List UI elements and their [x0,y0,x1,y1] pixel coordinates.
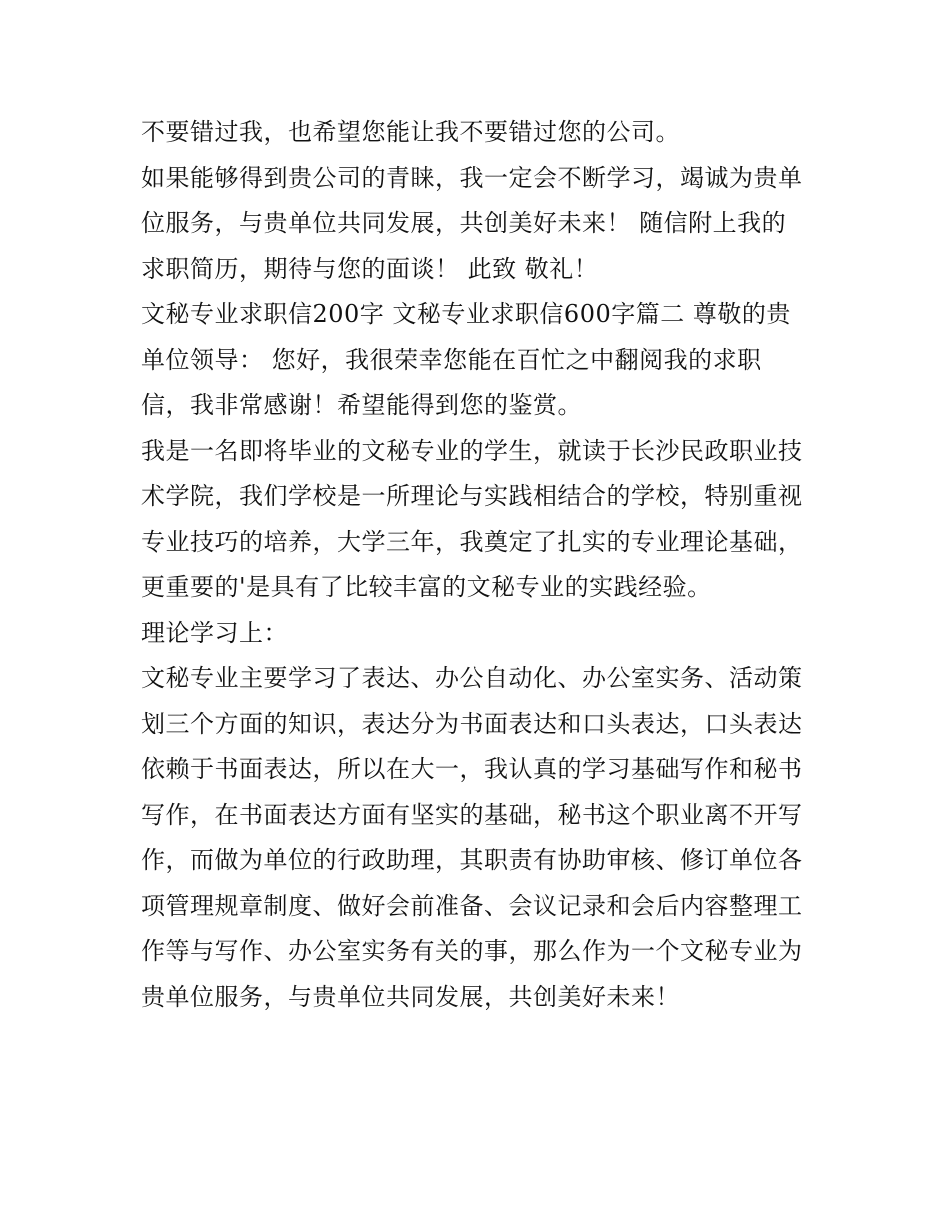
document-body [141,110,821,1020]
text-line: 文秘专业主要学习了表达、办公自动化、办公室实务、活动策 [141,664,803,692]
text-line: 更重要的'是具有了比较丰富的文秘专业的实践经验。 [141,573,712,601]
text-line: 信，我非常感谢！希望能得到您的鉴赏。 [141,391,582,419]
text-line: 写作，在书面表达方面有坚实的基础，秘书这个职业离不开写 [141,800,803,829]
text-line: 理论学习上： [141,618,288,647]
text-line: 依赖于书面表达，所以在大一，我认真的学习基础写作和秘书 [141,755,803,783]
text-line: 文秘专业求职信200字 文秘专业求职信600字篇二 尊敬的贵 [141,300,791,328]
text-line: 贵单位服务，与贵单位共同发展，共创美好未来！ [141,982,680,1011]
text-line: 术学院，我们学校是一所理论与实践相结合的学校，特别重视 [141,482,803,510]
text-line: 专业技巧的培养，大学三年，我奠定了扎实的专业理论基础， [141,527,803,556]
text-line: 单位领导： 您好，我很荣幸您能在百忙之中翻阅我的求职 [141,345,762,374]
text-line: 我是一名即将毕业的文秘专业的学生，就读于长沙民政职业技 [141,436,803,465]
text-line: 划三个方面的知识，表达分为书面表达和口头表达，口头表达 [141,709,803,738]
text-line: 作，而做为单位的行政助理，其职责有协助审核、修订单位各 [141,846,803,874]
text-line: 如果能够得到贵公司的青睐，我一定会不断学习，竭诚为贵单 [141,163,803,192]
text-line: 项管理规章制度、做好会前准备、会议记录和会后内容整理工 [141,891,803,920]
text-line: 求职简历，期待与您的面谈！ 此致 敬礼！ [141,254,599,283]
text-line: 位服务，与贵单位共同发展，共创美好未来！ 随信附上我的 [141,209,787,237]
text-line: 不要错过我，也希望您能让我不要错过您的公司。 [141,118,680,146]
text-line: 作等与写作、办公室实务有关的事，那么作为一个文秘专业为 [141,937,803,965]
